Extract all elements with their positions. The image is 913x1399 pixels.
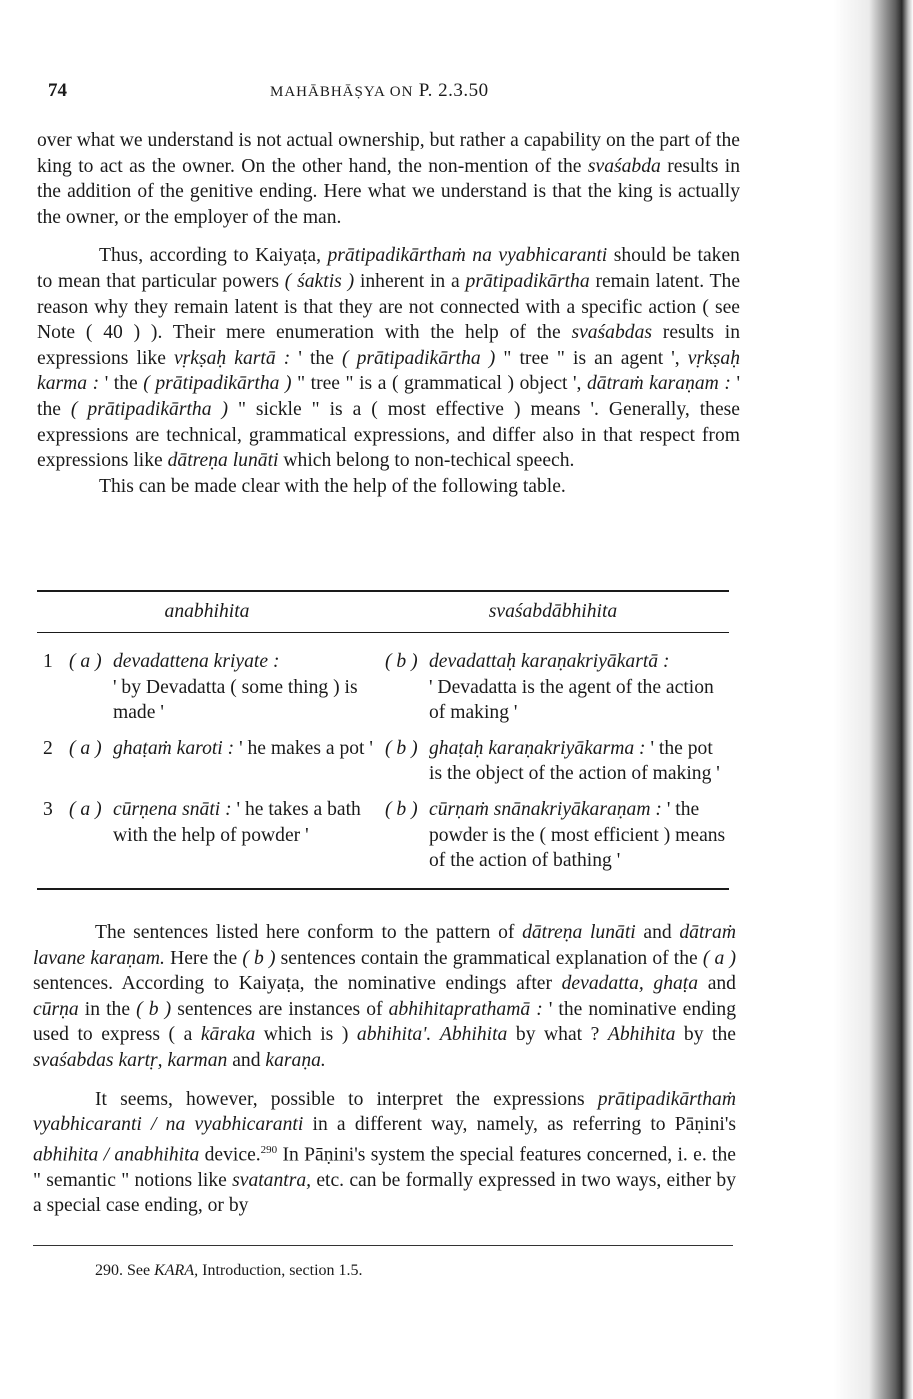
table-header-row: [37, 592, 729, 632]
table-row: [37, 797, 729, 874]
row-left-cell: ( a ) cūrṇena snāti : ' he takes a bath with the help of powder ': [69, 798, 361, 846]
footnote-ref: 290: [260, 1143, 278, 1156]
running-title-prefix: MAHĀBHĀṢYA ON: [270, 84, 414, 100]
main-text-continued: [33, 920, 736, 1219]
paragraph-5: It seems, however, possible to interpret the expressions prātipadikārthaṁ vyabhicaranti / na vyabhicaranti in a different way, namely, as referring to Pāṇini's abhihita / anabhihita device.$^{290}$ In Pāṇini's system the special features concerned, i. e. the " semantic " notions like svatantra, etc. can be formally expressed in two ways, either by a special case ending, or by: [33, 1088, 736, 1217]
page-number: 74: [48, 80, 67, 101]
running-title: [270, 80, 489, 102]
row-right-cell: ( b ) ghaṭaḥ karaṇakriyākarma : ' the pot is the object of the action of making ': [385, 737, 720, 785]
row-right-cell: ( b ) cūrṇaṁ snānakriyākaraṇam : ' the powder is the ( most efficient ) means of the action of bathing ': [385, 798, 726, 872]
row-left-cell: ( a ) devadattena kriyate : ' by Devadatta ( some thing ) is made ': [69, 651, 358, 724]
row-number: 1: [43, 651, 53, 672]
table-bottom-rule: [37, 888, 729, 890]
table-row: [37, 736, 729, 787]
paragraph-2: Thus, according to Kaiyaṭa, prātipadikārthaṁ na vyabhicaranti should be taken to mean that particular powers ( śaktis ) inherent in a prātipadikārtha remain latent. The reason why they remain latent is that they are not connected with a specific action ( see Note ( 40 ) ). Their mere enumeration with the help of the svaśabdas results in expressions like vṛkṣaḥ kartā : ' the ( prātipadikārtha ) " tree " is an agent ', vṛkṣaḥ karma : ' the ( prātipadikārtha ) " tree " is a ( grammatical ) object ', dātraṁ karaṇam : ' the ( prātipadikārtha ) " sickle " is a ( most effective ) means '. Generally, these expressions are technical, grammatical expressions, and differ also in that respect from expressions like dātreṇa lunāti which belong to non-techical speech.: [37, 245, 741, 472]
running-title-ref: P. 2.3.50: [418, 80, 489, 101]
page-header: [30, 80, 730, 110]
main-text: [37, 128, 740, 499]
row-number: 2: [43, 737, 53, 759]
row-right-cell: ( b ) devadattaḥ karaṇakriyākartā : ' Devadatta is the agent of the action of making ': [385, 651, 714, 724]
footnote-number: 290.: [95, 1262, 123, 1279]
paragraph-1: over what we understand is not actual ownership, but rather a capability on the part of the king to act as the owner. On the other hand, the non-mention of the svaśabda results in the addition of the genitive ending. Here what we understand is that the king is actually the owner, or the employer of the man.: [37, 130, 740, 228]
page-binding-shadow: [833, 0, 913, 1399]
footnote: 290. See KARA, Introduction, section 1.5.: [95, 1262, 363, 1279]
footnote-divider: [33, 1245, 733, 1246]
table-header-rule: [37, 632, 729, 633]
comparison-table: [37, 590, 729, 890]
paragraph-3: This can be made clear with the help of the following table.: [99, 475, 566, 497]
row-number: 3: [43, 798, 53, 820]
paragraph-4: The sentences listed here conform to the pattern of dātreṇa lunāti and dātraṁ lavane karaṇam. Here the ( b ) sentences contain the grammatical explanation of the ( a ) sentences. According to Kaiyaṭa, the nominative endings after devadatta, ghaṭa and cūrṇa in the ( b ) sentences are instances of abhihitaprathamā : ' the nominative ending used to express ( a kāraka which is ) abhihita'. Abhihita by what ? Abhihita by the svaśabdas kartṛ, karman and karaṇa.: [33, 922, 736, 1071]
table-row: [37, 649, 729, 726]
row-left-cell: ( a ) ghaṭaṁ karoti : ' he makes a pot ': [69, 737, 373, 759]
column-header-svasabdabhihita: svaśabdābhihita: [488, 601, 618, 623]
column-header-anabhihita: anabhihita: [164, 601, 250, 623]
